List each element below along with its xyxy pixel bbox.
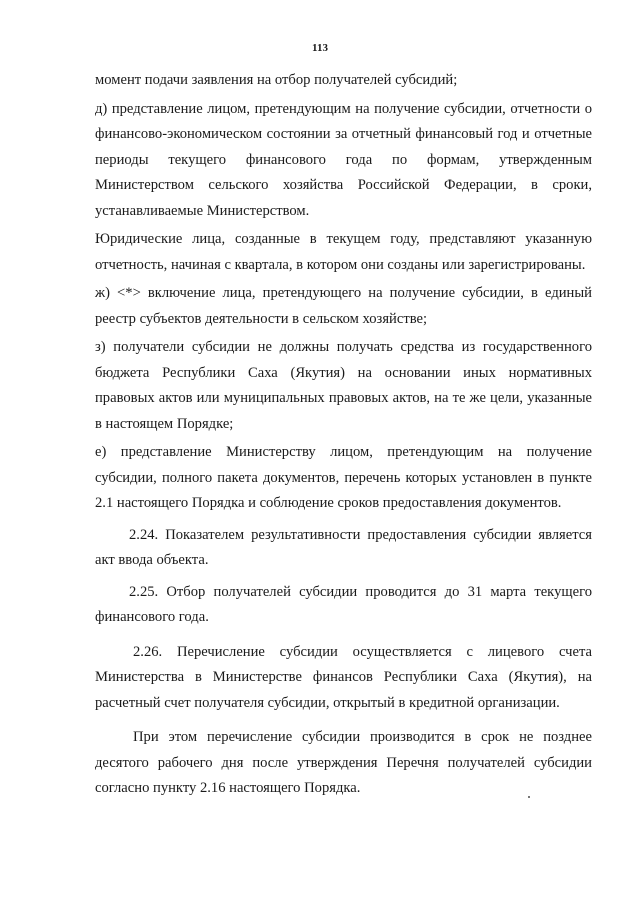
paragraph-transfer-deadline: При этом перечисление субсидии производится в срок не позднее десятого рабочего дня после утверждения Перечня получателей субсидии согласно пункту 2.16 настоящего Порядка. bbox=[95, 729, 592, 796]
paragraph-2-26: 2.26. Перечисление субсидии осуществляется с лицевого счета Министерства в Министерстве финансов Республики Саха (Якутия), на расчетный счет получателя субсидии, открытый в кредитной организации. bbox=[95, 643, 592, 711]
paragraph-2-25: 2.25. Отбор получателей субсидии проводится до 31 марта текущего финансового года. bbox=[95, 583, 592, 625]
document-body bbox=[95, 68, 592, 802]
paragraph-item-z: з) получатели субсидии не должны получать средства из государственного бюджета Республики Саха (Якутия) на основании иных нормативных правовых актов или муниципальных правовых актов, на те же цели, указанные в настоящем Порядке; bbox=[95, 339, 592, 432]
scan-speck bbox=[528, 796, 530, 798]
paragraph-item-e: е) представление Министерству лицом, претендующим на получение субсидии, полного пакета документов, перечень которых установлен в пункте 2.1 настоящего Порядка и соблюдение сроков предоставления документов. bbox=[95, 444, 592, 511]
paragraph-item-zh: ж) <*> включение лица, претендующего на получение субсидии, в единый реестр субъектов деятельности в сельском хозяйстве; bbox=[95, 285, 592, 327]
paragraph-legal-entities: Юридические лица, созданные в текущем году, представляют указанную отчетность, начиная с квартала, в котором они созданы или зарегистрированы. bbox=[95, 231, 592, 273]
paragraph-item-d: д) представление лицом, претендующим на получение субсидии, отчетности о финансово-экономическом состоянии за отчетный финансовый год и отчетные периоды текущего финансового года по формам, утвержденным Министерством сельского хозяйства Российской Федерации, в сроки, устанавливаемые Министерством. bbox=[95, 100, 592, 219]
paragraph-continuation: момент подачи заявления на отбор получателей субсидий; bbox=[95, 72, 458, 88]
paragraph-2-24: 2.24. Показателем результативности предоставления субсидии является акт ввода объекта. bbox=[95, 526, 592, 568]
page-number: 113 bbox=[312, 42, 328, 54]
